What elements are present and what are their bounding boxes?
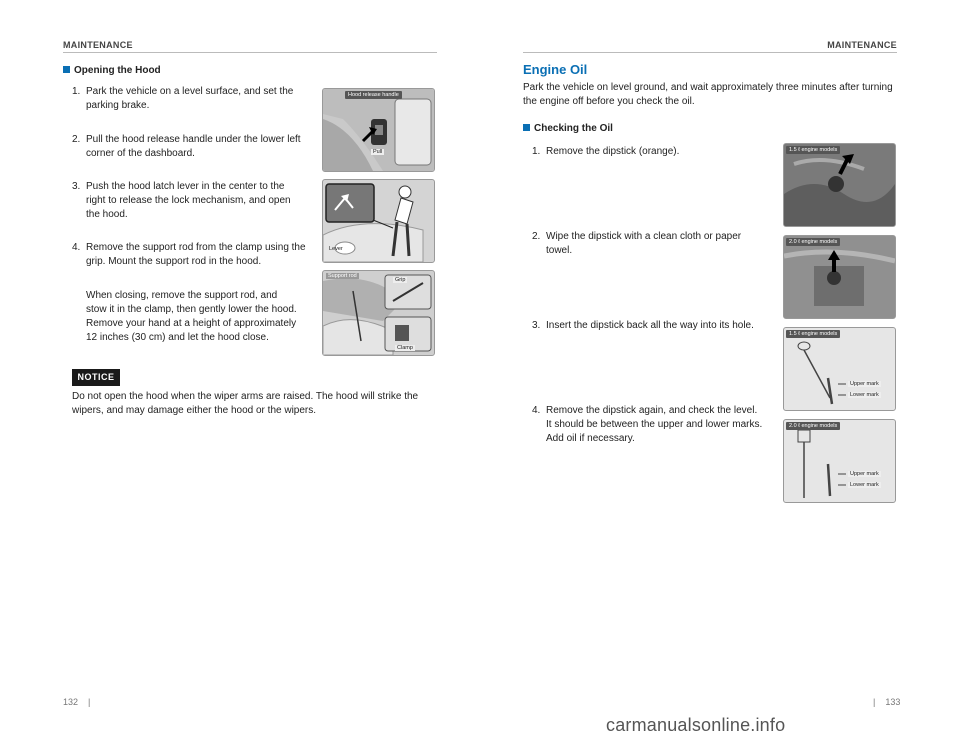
hood-release-figure xyxy=(322,88,435,172)
support-rod-illustration xyxy=(323,271,434,355)
lever-label: Lever xyxy=(329,246,343,252)
engine-15-illustration xyxy=(784,144,895,226)
clamp-label: Clamp xyxy=(397,345,413,351)
left-page-number: 132 | xyxy=(63,697,91,707)
latch-lever-figure xyxy=(322,179,435,263)
step-3: 3. Push the hood latch lever in the center to the right to release the lock mechanism, and open the hood. xyxy=(72,181,291,220)
oil-step-2: 2. Wipe the dipstick with a clean cloth or paper towel. xyxy=(532,231,742,256)
engine-20-illustration xyxy=(784,236,895,318)
section-square-icon xyxy=(523,124,530,131)
dipstick-15-tag: 1.5 ℓ engine models xyxy=(786,330,840,338)
oil-step-3: 3. Insert the dipstick back all the way into its hole. xyxy=(532,320,754,331)
right-page-number: | 133 xyxy=(873,697,901,707)
dipstick-15-figure xyxy=(783,327,896,411)
dipstick-20-illustration xyxy=(784,420,895,502)
hood-release-illustration xyxy=(323,89,434,171)
engine-20-figure xyxy=(783,235,896,319)
step-2: 2. Pull the hood release handle under the lower left corner of the dashboard. xyxy=(72,134,301,159)
upper-mark-20-label: Upper mark xyxy=(850,471,879,477)
lower-mark-15-label: Lower mark xyxy=(850,392,879,398)
checking-oil-heading: Checking the Oil xyxy=(523,123,613,134)
notice-text: Do not open the hood when the wiper arms are raised. The hood will strike the wipers, and may damage either the hood or the wipers. xyxy=(72,391,419,416)
engine-20-tag: 2.0 ℓ engine models xyxy=(786,238,840,246)
right-header: MAINTENANCE xyxy=(827,40,897,50)
section-square-icon xyxy=(63,66,70,73)
pull-label: Pull xyxy=(373,149,383,155)
notice-badge: NOTICE xyxy=(72,369,120,386)
lower-mark-20-label: Lower mark xyxy=(850,482,879,488)
watermark: carmanualsonline.info xyxy=(606,715,786,735)
engine-oil-title: Engine Oil xyxy=(523,62,588,77)
left-header: MAINTENANCE xyxy=(63,40,133,50)
oil-step-1: 1. Remove the dipstick (orange). xyxy=(532,146,680,157)
dipstick-20-figure xyxy=(783,419,896,503)
left-header-rule xyxy=(63,52,437,53)
right-header-rule xyxy=(523,52,897,53)
grip-label: Grip xyxy=(395,277,406,283)
step-1: 1. Park the vehicle on a level surface, and set the parking brake. xyxy=(72,86,294,111)
engine-15-tag: 1.5 ℓ engine models xyxy=(786,146,840,154)
opening-hood-heading: Opening the Hood xyxy=(63,65,161,76)
engine-15-figure xyxy=(783,143,896,227)
dipstick-20-tag: 2.0 ℓ engine models xyxy=(786,422,840,430)
hood-release-label: Hood release handle xyxy=(345,91,402,99)
engine-oil-intro: Park the vehicle on level ground, and wait approximately three minutes after turning the engine off before you check the oil. xyxy=(523,82,893,107)
support-rod-figure xyxy=(322,270,435,356)
oil-step-4: 4. Remove the dipstick again, and check the level. It should be between the upper and lower marks. Add oil if necessary. xyxy=(532,405,763,444)
closing-paragraph: When closing, remove the support rod, and stow it in the clamp, then gently lower the hood. Remove your hand at a height of approximately 12 inches (30 cm) and let the hood close. xyxy=(86,290,297,343)
step-4: 4. Remove the support rod from the clamp using the grip. Mount the support rod in the hood. xyxy=(72,242,306,267)
upper-mark-15-label: Upper mark xyxy=(850,381,879,387)
support-rod-label: Support rod xyxy=(328,273,357,279)
